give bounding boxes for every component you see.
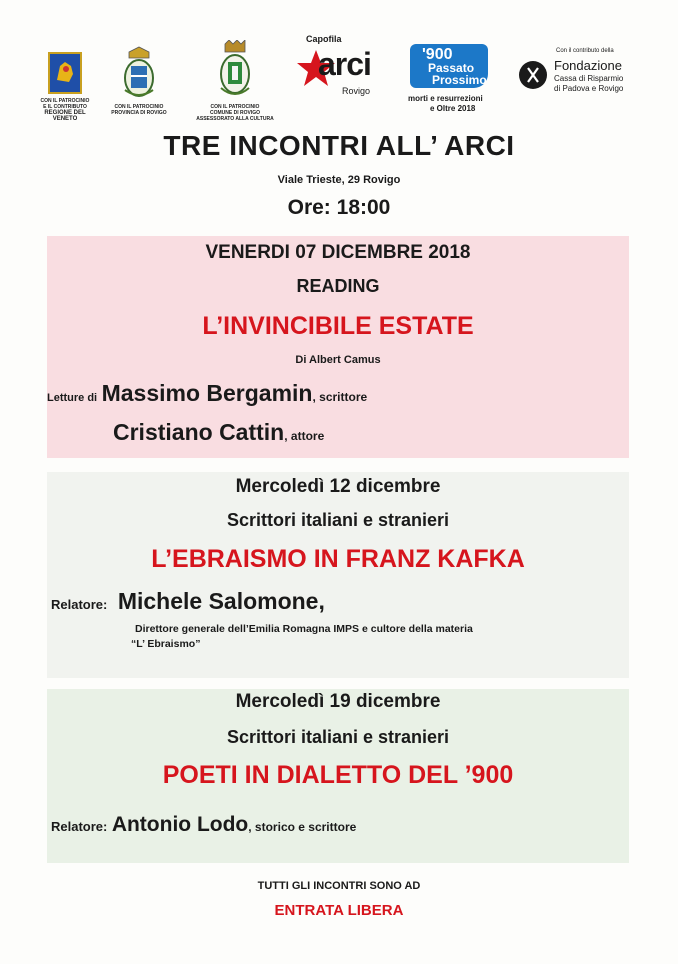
- provincia-crest-icon: [121, 46, 157, 102]
- event-3-speaker-label: Relatore:: [51, 819, 108, 834]
- event-2-speaker-desc-2: “L’ Ebraismo”: [131, 638, 201, 650]
- page-title: TRE INCONTRI ALL’ ARCI: [163, 130, 515, 161]
- event-1-reader1-role: , scrittore: [312, 390, 368, 404]
- passato-line3: Prossimo: [432, 73, 487, 87]
- arci-name: arci: [318, 46, 371, 82]
- arci-city: Rovigo: [342, 86, 371, 96]
- event-1-readers-label: Letture di: [47, 392, 98, 404]
- event-2-speaker-label: Relatore:: [51, 597, 108, 612]
- event-2-title: L’EBRAISMO IN FRANZ KAFKA: [151, 545, 525, 573]
- event-3-type: Scrittori italiani e stranieri: [226, 727, 450, 747]
- provincia-caption-2: PROVINCIA DI ROVIGO: [111, 110, 167, 116]
- logo-regione-veneto: [36, 52, 94, 122]
- event-2-date: Mercoledì 12 dicembre: [235, 476, 441, 497]
- event-1-reader2-name: Cristiano Cattin: [113, 419, 285, 445]
- comune-caption-1: CON IL PATROCINIO: [210, 104, 260, 110]
- event-3-title: POETI IN DIALETTO DEL ’900: [162, 761, 514, 789]
- event-1-type: READING: [296, 276, 380, 296]
- logo-comune-rovigo: [196, 40, 274, 122]
- event-3-speaker-row: [51, 813, 356, 837]
- footer-entry: ENTRATA LIBERA: [274, 902, 404, 919]
- comune-caption-3: ASSESSORATO ALLA CULTURA: [196, 116, 274, 122]
- footer-note: TUTTI GLI INCONTRI SONO AD: [257, 880, 421, 892]
- logo-fondazione-cariparo: [514, 48, 640, 98]
- event-2-speaker-name: Michele Salomone,: [117, 588, 325, 614]
- event-2-speaker-desc-1: Direttore generale dell’Emilia Romagna IMPS e cultore della materia: [135, 623, 473, 635]
- passato-sub2: e Oltre 2018: [430, 104, 476, 113]
- arci-capofila-label: Capofila: [306, 34, 342, 44]
- logo-provincia-rovigo: [108, 46, 170, 116]
- fondazione-circle-icon: [518, 60, 548, 90]
- veneto-caption-3: REGIONE DEL VENETO: [44, 110, 86, 122]
- fondazione-line2: Cassa di Risparmio: [554, 74, 624, 83]
- fondazione-small-label: Con il contributo della: [556, 48, 614, 54]
- event-3-speaker-role: , storico e scrittore: [248, 820, 357, 834]
- event-3-date: Mercoledì 19 dicembre: [235, 691, 441, 712]
- event-2-type: Scrittori italiani e stranieri: [226, 510, 450, 530]
- fondazione-line3: di Padova e Rovigo: [554, 84, 624, 93]
- comune-crest-icon: [217, 40, 253, 102]
- veneto-caption-1: CON IL PATROCINIO: [40, 98, 90, 104]
- venue-address: Viale Trieste, 29 Rovigo: [277, 174, 401, 186]
- event-3-speaker-name: Antonio Lodo: [111, 813, 249, 836]
- event-1-reader2-row: [113, 419, 324, 446]
- provincia-caption-1: CON IL PATROCINIO: [114, 104, 164, 110]
- event-panel-3: [47, 689, 629, 863]
- event-1-title: L’INVINCIBILE ESTATE: [202, 312, 474, 340]
- logo-arci-rovigo: [296, 34, 382, 100]
- passato-sub1: morti e resurrezioni: [408, 94, 483, 103]
- event-panel-1: [47, 236, 629, 458]
- comune-caption-2: COMUNE DI ROVIGO: [209, 110, 260, 116]
- passato-line2: Passato: [428, 61, 475, 75]
- veneto-caption-2: E IL CONTRIBUTO: [43, 104, 87, 110]
- veneto-lion-emblem-icon: [48, 52, 82, 94]
- event-panel-2: [47, 472, 629, 678]
- logo-900-passato-prossimo: [408, 44, 492, 116]
- event-time: Ore: 18:00: [287, 196, 391, 219]
- passato-line1: '900: [422, 46, 453, 63]
- event-2-speaker-row: [51, 588, 325, 615]
- event-1-readers-row: [47, 380, 367, 407]
- fondazione-name: Fondazione: [554, 58, 622, 73]
- event-1-date: VENERDI 07 DICEMBRE 2018: [205, 242, 471, 263]
- event-1-reader2-role: , attore: [284, 429, 325, 443]
- event-1-reader1-name: Massimo Bergamin: [101, 380, 313, 406]
- event-1-author: Di Albert Camus: [295, 354, 381, 366]
